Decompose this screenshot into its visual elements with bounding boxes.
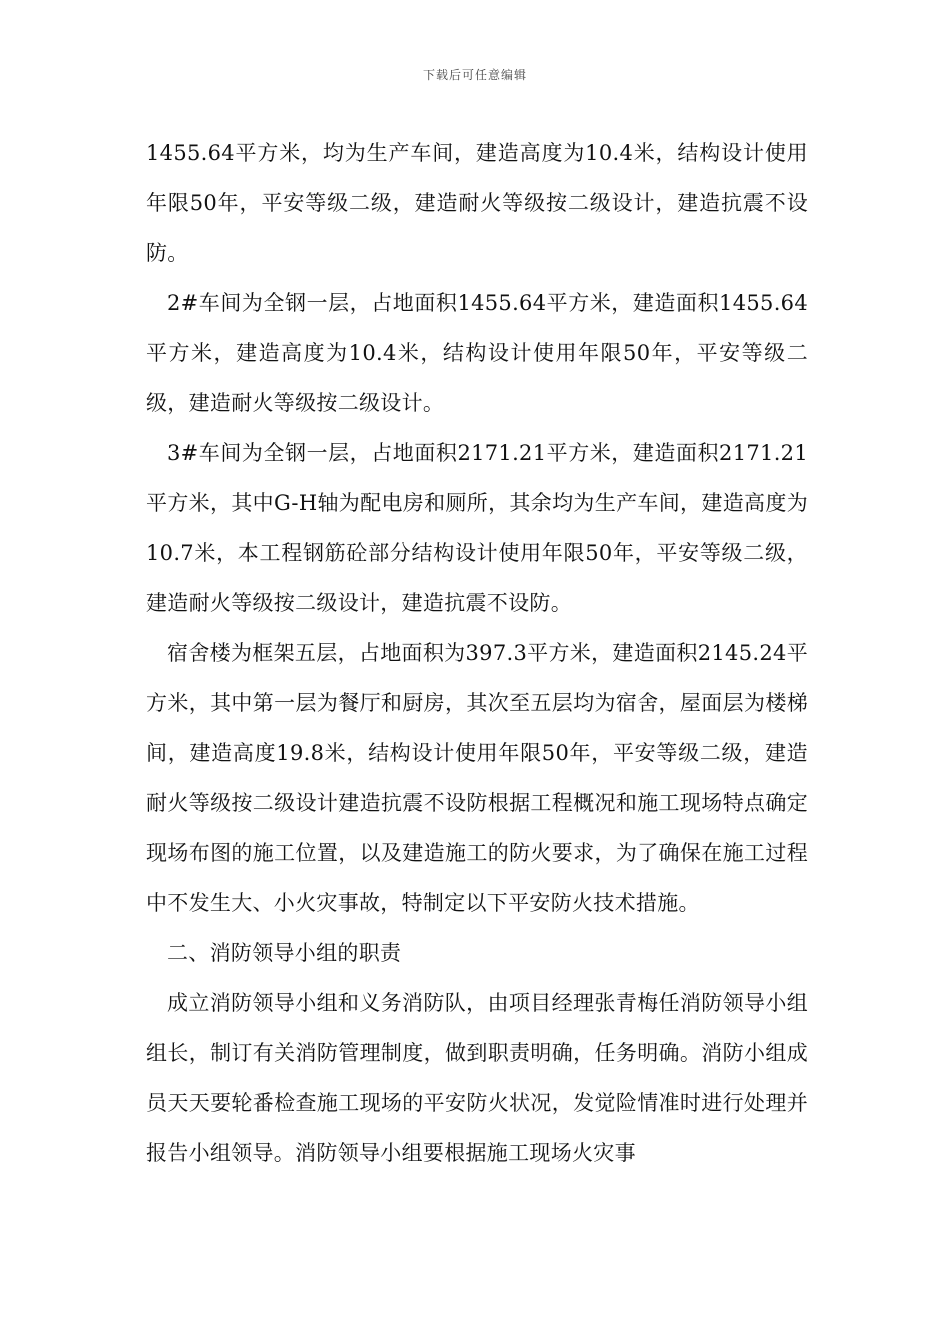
section-heading-fire-leadership: 二、消防领导小组的职责 xyxy=(167,941,402,965)
paragraph-building-1-continued: 1455.64平方米，均为生产车间，建造高度为10.4米，结构设计使用年限50年，平安等级二级，建造耐火等级按二级设计，建造抗震不设防。 xyxy=(146,141,808,265)
document-body xyxy=(146,128,808,1178)
page-header: 下载后可任意编辑 xyxy=(422,68,527,82)
paragraph-workshop-2: 2#车间为全钢一层，占地面积1455.64平方米，建造面积1455.64平方米，建造高度为10.4米，结构设计使用年限50年，平安等级二级，建造耐火等级按二级设计。 xyxy=(146,291,808,415)
paragraph-fire-team: 成立消防领导小组和义务消防队，由项目经理张青梅任消防领导小组组长，制订有关消防管理制度，做到职责明确，任务明确。消防小组成员天天要轮番检查施工现场的平安防火状况，发觉险情准时进行处理并报告小组领导。消防领导小组要根据施工现场火灾事 xyxy=(146,991,808,1165)
paragraph-workshop-3: 3#车间为全钢一层，占地面积2171.21平方米，建造面积2171.21平方米，其中G-H轴为配电房和厕所，其余均为生产车间，建造高度为10.7米，本工程钢筋砼部分结构设计使用年限50年，平安等级二级，建造耐火等级按二级设计，建造抗震不设防。 xyxy=(146,441,808,615)
paragraph-dormitory: 宿舍楼为框架五层，占地面积为397.3平方米，建造面积2145.24平方米，其中第一层为餐厅和厨房，其次至五层均为宿舍，屋面层为楼梯间，建造高度19.8米，结构设计使用年限50年，平安等级二级，建造耐火等级按二级设计建造抗震不设防根据工程概况和施工现场特点确定现场布图的施工位置，以及建造施工的防火要求，为了确保在施工过程中不发生大、小火灾事故，特制定以下平安防火技术措施。 xyxy=(146,641,808,915)
